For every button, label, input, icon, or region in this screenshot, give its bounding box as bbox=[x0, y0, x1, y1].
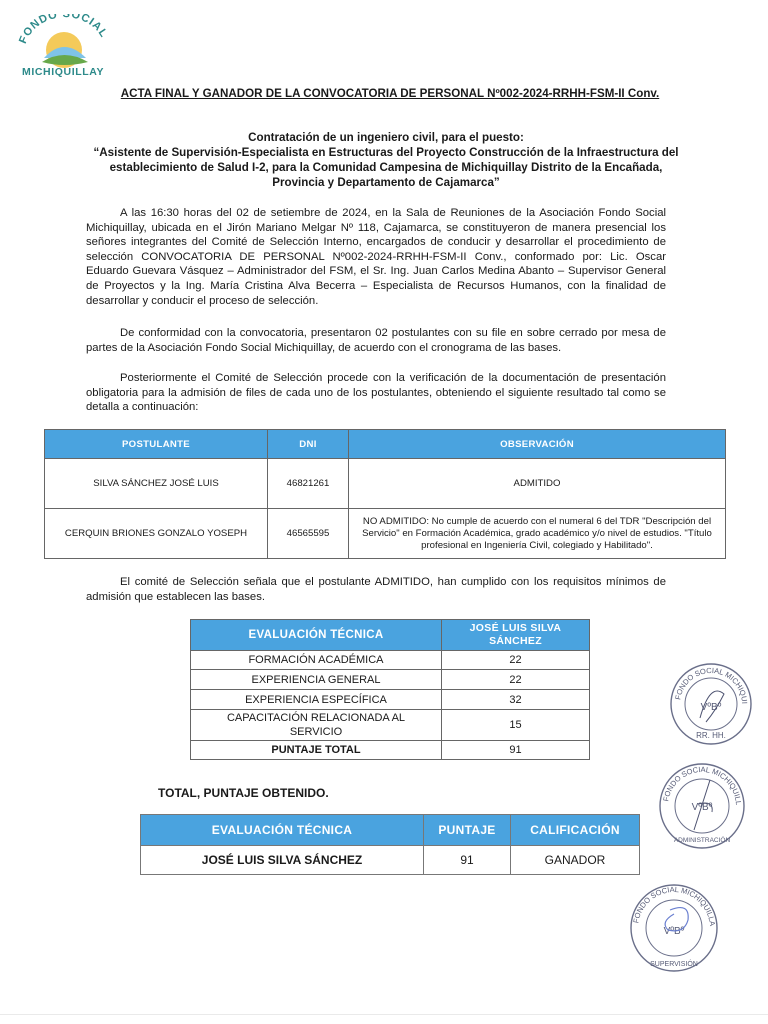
paragraph-meeting: A las 16:30 horas del 02 de setiembre de 2024, en la Sala de Reuniones de la Asociación Fondo Social Michiquillay, ubicada en el Jirón Mariano Melgar Nº 118, Cajamarca, se constituyeron de manera presencial los señores integrantes del Comité de Selección Interno, encargados de conducir y desarrollar el procedimiento de selección CONVOCATORIA DE PERSONAL Nº002-2024-RRHH-FSM-II Conv., conformado por: Lic. Oscar Eduardo Guevara Vásquez – Administrador del FSM, el Sr. Ing. Juan Carlos Medina Abanto – Supervisor General de Proyectos y la Ing. María Cristina Alva Becerra – Especialista de Recursos Humanos, con la finalidad de desarrollar y conducir el proceso de selección. bbox=[86, 207, 666, 307]
stamp-department: SUPERVISIÓN bbox=[650, 961, 698, 968]
stamp-administracion bbox=[654, 760, 750, 857]
winner-name: JOSÉ LUIS SILVA SÁNCHEZ bbox=[141, 846, 424, 875]
svg-text:FONDO SOCIAL MICHIQUILLAY: FONDO SOCIAL MICHIQUILLA bbox=[631, 884, 717, 926]
svg-text:FONDO SOCIAL MICHIQUILLAY: FONDO SOCIAL MICHIQUI bbox=[673, 665, 750, 705]
criterion-label: FORMACIÓN ACADÉMICA bbox=[191, 651, 442, 670]
fondo-social-logo bbox=[14, 14, 118, 84]
table-row bbox=[141, 846, 640, 875]
table-row bbox=[191, 651, 590, 670]
header-postulante: POSTULANTE bbox=[45, 430, 268, 459]
admission-table bbox=[44, 429, 726, 559]
table-row bbox=[45, 509, 726, 559]
result-header-qualification: CALIFICACIÓN bbox=[511, 815, 640, 846]
winner-score: 91 bbox=[424, 846, 511, 875]
stamp-rrhh bbox=[666, 660, 756, 753]
header-observacion: OBSERVACIÓN bbox=[349, 430, 726, 459]
criterion-score: 22 bbox=[442, 670, 590, 690]
table-row bbox=[191, 670, 590, 690]
table-row bbox=[45, 459, 726, 509]
paragraph-applicants: De conformidad con la convocatoria, presentaron 02 postulantes con su file en sobre cerrado por mesa de partes de la Asociación Fondo Social Michiquillay, de acuerdo con el cronograma de las bases. bbox=[86, 327, 666, 354]
total-score: 91 bbox=[442, 741, 590, 760]
stamp-department: ADMINISTRACIÓN bbox=[673, 837, 731, 844]
total-section-label: TOTAL, PUNTAJE OBTENIDO. bbox=[158, 786, 329, 800]
document-title: ACTA FINAL Y GANADOR DE LA CONVOCATORIA DE PERSONAL Nº002-2024-RRHH-FSM-II Conv. bbox=[120, 87, 660, 100]
applicant-observation: ADMITIDO bbox=[349, 459, 726, 509]
svg-text:FONDO SOCIAL MICHIQUILLAY: FONDO SOCIAL MICHIQUILL bbox=[661, 764, 744, 806]
table-row bbox=[191, 690, 590, 710]
candidate-header: JOSÉ LUIS SILVA SÁNCHEZ bbox=[442, 620, 590, 651]
applicant-dni: 46565595 bbox=[268, 509, 349, 559]
stamp-supervision bbox=[624, 880, 724, 979]
winner-result: GANADOR bbox=[511, 846, 640, 875]
result-header-score: PUNTAJE bbox=[424, 815, 511, 846]
criterion-score: 15 bbox=[442, 710, 590, 741]
svg-text:FONDO SOCIAL: FONDO SOCIAL bbox=[16, 14, 110, 46]
criterion-label: EXPERIENCIA GENERAL bbox=[191, 670, 442, 690]
criterion-label: EXPERIENCIA ESPECÍFICA bbox=[191, 690, 442, 710]
footer-divider bbox=[0, 1014, 768, 1015]
evaluation-table bbox=[190, 619, 590, 760]
applicant-name: SILVA SÁNCHEZ JOSÉ LUIS bbox=[45, 459, 268, 509]
criterion-score: 32 bbox=[442, 690, 590, 710]
total-label: PUNTAJE TOTAL bbox=[191, 741, 442, 760]
criterion-score: 22 bbox=[442, 651, 590, 670]
evaluation-header: EVALUACIÓN TÉCNICA bbox=[191, 620, 442, 651]
table-row bbox=[191, 710, 590, 741]
stamp-department: RR. HH. bbox=[696, 731, 726, 740]
document-subtitle bbox=[86, 130, 686, 190]
criterion-label: CAPACITACIÓN RELACIONADA AL SERVICIO bbox=[191, 710, 442, 741]
stamp-vobo: VºBº bbox=[691, 802, 713, 813]
stamp-vobo: VºBº bbox=[700, 702, 722, 713]
paragraph-verification: Posteriormente el Comité de Selección procede con la verificación de la documentación de presentación obligatoria para la admisión de files de cada uno de los postulantes, obteniendo el siguiente resultado tal como se detalla a continuación: bbox=[86, 372, 666, 414]
logo-emblem-icon bbox=[14, 14, 118, 74]
applicant-name: CERQUIN BRIONES GONZALO YOSEPH bbox=[45, 509, 268, 559]
stamp-vobo: VºBº bbox=[663, 926, 685, 937]
header-dni: DNI bbox=[268, 430, 349, 459]
table-row bbox=[191, 741, 590, 760]
result-table bbox=[140, 814, 640, 875]
applicant-dni: 46821261 bbox=[268, 459, 349, 509]
result-header-evaluation: EVALUACIÓN TÉCNICA bbox=[141, 815, 424, 846]
subtitle-line-2: “Asistente de Supervisión-Especialista en Estructuras del Proyecto Construcción de la Infraestructura del establecimiento de Salud I-2, para la Comunidad Campesina de Michiquillay Distrito de la Encañada, Provincia y Departamento de Cajamarca” bbox=[93, 146, 679, 189]
subtitle-line-1: Contratación de un ingeniero civil, para el puesto: bbox=[248, 131, 524, 144]
logo-name: MICHIQUILLAY bbox=[22, 66, 105, 78]
paragraph-admitted: El comité de Selección señala que el postulante ADMITIDO, han cumplido con los requisitos mínimos de admisión que establecen las bases. bbox=[86, 576, 666, 603]
applicant-observation: NO ADMITIDO: No cumple de acuerdo con el numeral 6 del TDR "Descripción del Servicio" en Formación Académica, grado académico y/o nivel de estudios. "Título profesional en Ingeniería Civil, colegiado y Habilitado". bbox=[349, 509, 726, 559]
